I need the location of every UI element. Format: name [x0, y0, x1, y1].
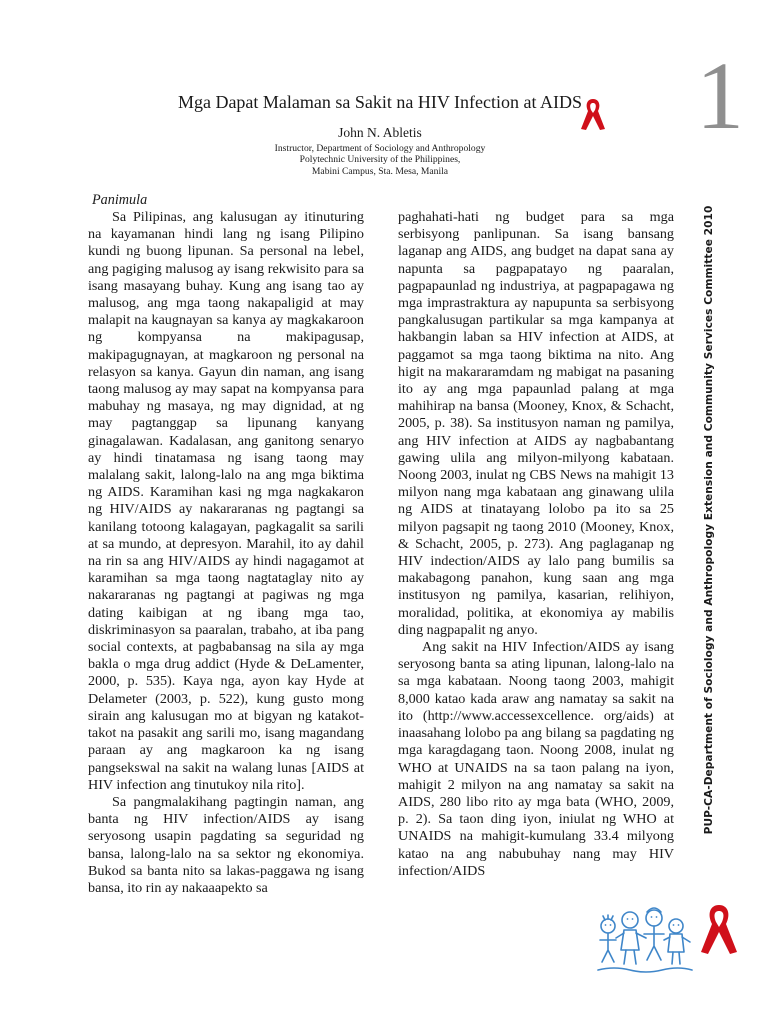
left-column	[88, 192, 364, 897]
body-paragraph: paghahati-hati ng budget para sa mga serbisyong panlipunan. Sa isang bansang laganap ang AIDS, ang budget na dapat sana ay napunta sa pagpapatayo ng paaralan, pagpapaunlad ng industriya, at pagpapagawa ng mga imprastraktura ay napupunta sa serbisyong pangkalusugan partikular sa mga kampanya at hakbangin laban sa HIV infection at AIDS, at paggamot sa mga taong biktima na nito. Ang higit na makararamdam ng mabigat na pasaning ito ay ang mga papaunlad palang at mga mahihirap na bansa (Mooney, Knox, & Schacht, 2005, p. 38). Sa institusyon naman ng pamilya, ang HIV infection at AIDS ay nagbabantang gawing ulila ang milyon-milyong kabataan. Noong 2003, inulat ng CBS News na mahigit 13 milyon nang mga kabataan ang ginawang ulila ng AIDS at tinatayang lolobo pa ito sa 25 milyon pagsapit ng taong 2010 (Mooney, Knox, & Schacht, 2005, p. 273). Ang paglaganap ng HIV indection/AIDS ay lalo pang bumilis sa makabagong panahon, kung saan ang mga institusyon ng pamilya, kasarian, relihiyon, moralidad, politika, at ekonomiya ay mabilis ding nagpapalit ng anyo.	[398, 209, 674, 638]
affiliation-line: Mabini Campus, Sta. Mesa, Manila	[311, 165, 449, 177]
affiliation-line: Instructor, Department of Sociology and Anthropology	[274, 143, 486, 154]
body-paragraph: Ang sakit na HIV Infection/AIDS ay isang seryosong banta sa ating lipunan, lalong-lalo na sa mga kabataan. Noong taong 2003, mahigit 8,000 katao kada araw ang namatay sa sakit na ito (http://www.accessexcellence. org/aids) at inaasahang lolobo pa ang bilang sa pagdating ng mga karagdagang taon. Noong 2008, inulat ng WHO at UNAIDS na sa taon palang na iyon, mahigit 2 milyon na ang namatay sa sakit na AIDS, 280 libo rito ay mga bata (WHO, 2009, p. 2). Sa taon ding iyon, iniulat ng WHO at UNAIDS na mahigit-kumulang 33.4 milyong katao na ang nabubuhay nang may HIV infection/AIDS	[398, 639, 674, 879]
sidebar-label	[700, 205, 718, 835]
right-column	[398, 209, 674, 880]
children-drawing-icon	[594, 900, 694, 978]
author-name: John N. Abletis	[338, 125, 422, 140]
body-paragraph: Sa pangmalakihang pagtingin naman, ang banta ng HIV infection/AIDS ay isang seryosong usapin pagdating sa seguridad ng bansa, lalong-lalo na sa sektor ng ekonomiya. Bukod sa banta nito sa lakas-paggawa ng isang bansa, ito rin ay nakaaapekto sa	[88, 793, 364, 896]
author-affiliation	[120, 143, 640, 177]
affiliation-line: Polytechnic University of the Philippines,	[299, 154, 461, 166]
red-ribbon-icon	[698, 902, 740, 956]
body-paragraph: Sa Pilipinas, ang kalusugan ay itinuturing na kayamanan hindi lang ng isang Pilipino kundi ng buong lipunan. Sa personal na lebel, ang pagiging malusog ay isang rekwisito para sa isang masayang buhay. Kung ang isang tao ay malusog, ang mga taong nakapaligid at may malapit na kaugnayan sa kanya ay magkakaroon ng kompyansa na makipagusap, makipagugnayan, at magkaroon ng personal na relasyon sa kanya. Gayun din naman, ang isang taong malusog ay may sapat na kompyansa para mabuhay ng masaya, ng may dignidad, at ng may pagtanggap sa lipunang kanyang ginagalawan. Kadalasan, ang ganitong senaryo ay hindi tinatamasa ng isang taong may malalang sakit, lalong-lalo na ang mga biktima ng AIDS. Karamihan kasi ng mga nagkakaron ng HIV/AIDS ay nakararanas ng pagtangi sa kanilang totoong kalagayan, pagkagalit sa sarili at sa mundo, at depresyon. Marahil, ito ay dahil na rin sa ang HIV/AIDS ay hindi nagagamot at karamihan sa mga taong nagtataglay nito ay nakararanas ng pagtangi at pagiwas ng mga dating kaibigan at ng ibang mga tao, diskriminasyon sa paaralan, trabaho, at iba pang social contexts, at pagbabansag na sila ay mga bakla o mga drug addict (Hyde & DeLamenter, 2000, p. 535). Kaya nga, ayon kay Hyde at Delameter (2003, p. 522), kung gusto mong sirain ang kalusugan mo at bigyan ng katakot-takot na pasakit ang sarili mo, isang magandang paraan ay ang magkaroon ka ng isang pangsekswal na sakit na walang lunas [AIDS at HIV infection ang tinutukoy nila rito].	[88, 209, 364, 793]
sidebar-text: PUP-CA-Department of Sociology and Anthropology Extension and Community Services Committee 2010	[703, 205, 715, 835]
paper-title: Mga Dapat Malaman sa Sakit na HIV Infection at AIDS	[177, 92, 583, 112]
section-heading: Panimula	[92, 192, 148, 208]
page-number: 1	[696, 42, 744, 149]
